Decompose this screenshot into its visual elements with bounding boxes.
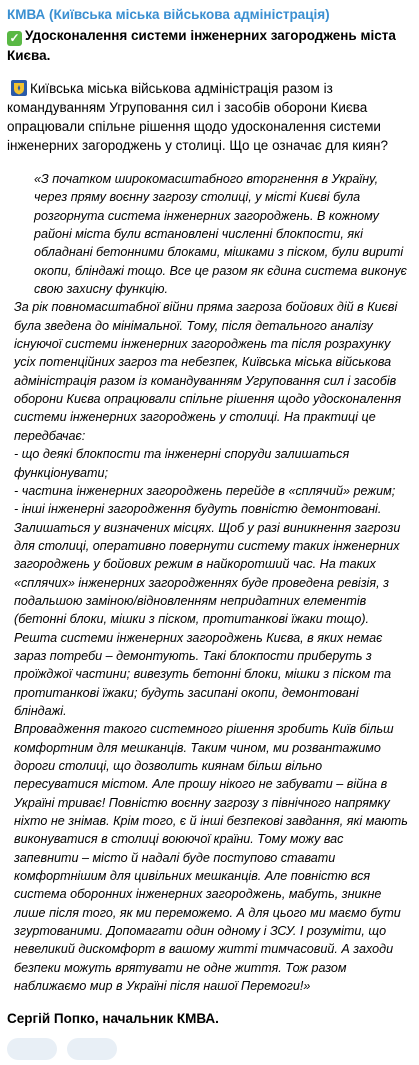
channel-name[interactable]: КМВА (Київська міська військова адміністрація) [7, 7, 330, 22]
bullet-item: - інші інженерні загородження будуть повністю демонтовані. [14, 502, 382, 517]
post-signature: Сергій Попко, начальник КМВА. [7, 1011, 219, 1027]
quote-paragraph: Впровадження такого системного рішення зробить Київ більш комфортним для мешканців. Таким чином, ми розвантажимо дороги столиці, що дозволить киянам більш вільно пересуватися містом. Але прошу нікого не забувати – війна в Україні триває! Повністю воєнну загрозу з північного напрямку ніхто не знімав. Крім того, є й інші безпекові завдання, які мають виконуватися в столиці воюючої країни. Тому можу вас запевнити – місто й надалі буде поступово ставати комфортнішим для цивільних мешканців. Але повністю вся система оборонних інженерних загороджень, мабуть, зникне лише після того, як ми переможемо. А для цього ми маємо бути згуртованими. Допомагати один одному і ЗСУ. І розуміти, що невеликий дискомфорт в вашому житті тимчасовий. А заходи безпеки можуть врятувати не одне життя. Тож разом наближаємо мир в Україні після нашої Перемоги!» [14, 722, 408, 994]
quote-paragraph: Залишаться у визначених місцях. Щоб у разі виникнення загрози для столиці, оперативно повернути систему таких інженерних загороджень у бойових режим в найкоротший час. На таких «сплячих» інженерних загородженнях буде проведена ревізія, з подальшою заміною/відновленням непридатних елементів (бетонні блоки, мішки з піском, протитанкові їжаки тощо). [14, 520, 401, 627]
reactions-bar [7, 1038, 411, 1062]
check-mark-icon: ✓ [7, 31, 22, 46]
lead-text: Київська міська військова адміністрація разом із командуванням Угруповання сил і засобів оборони Києва опрацювали спільне рішення щодо удосконалення системи інженерних загороджень у столиці. Що це означає для киян? [7, 81, 388, 153]
bullet-item: - частина інженерних загороджень перейде в «сплячий» режим; [14, 483, 396, 498]
quote-block [7, 170, 411, 995]
reaction-button[interactable] [7, 1038, 57, 1060]
quote-paragraph: «З початком широкомасштабного вторгнення в Україну, через пряму воєнну загрозу столиці, у місті Києві була розгорнута система інженерних загороджень. В кожному районі міста були встановлені численні блокпости, які обладнані бетонними блоками, мішками з піском, були вириті окопи, бліндажі тощо. Все це разом як єдина система виконує свою захисну функцію. [34, 172, 407, 297]
quote-paragraph: За рік повномасштабної війни пряма загроза бойових дій в Києві була зведена до мінімальної. Тому, після детального аналізу існуючої системи інженерних загороджень та після розрахунку усіх потенційних загроз та небезпек, Київська міська військова адміністрація разом із командуванням Угруповання сил і засобів оборони Києва опрацювали спільне рішення щодо удосконалення системи інженерних загороджень у столиці. На практиці це передбачає: [14, 300, 402, 443]
bullet-item: - що деякі блокпости та інженерні споруди залишаться функціонувати; [14, 447, 350, 480]
headline-text: Удосконалення системи інженерних загороджень міста Києва. [7, 28, 396, 63]
quote-paragraph: Решта системи інженерних загороджень Києва, в яких немає зараз потреби – демонтують. Такі блокпости приберуть з проїжджої частини; вивезуть бетонні блоки, мішки з піском та протитанкові їжаки; будуть засипані окопи, демонтовані бліндажі. [14, 630, 392, 718]
kyiv-emblem-icon [11, 80, 27, 96]
reaction-button[interactable] [67, 1038, 117, 1060]
post-headline [7, 26, 411, 65]
post-lead [7, 79, 411, 155]
